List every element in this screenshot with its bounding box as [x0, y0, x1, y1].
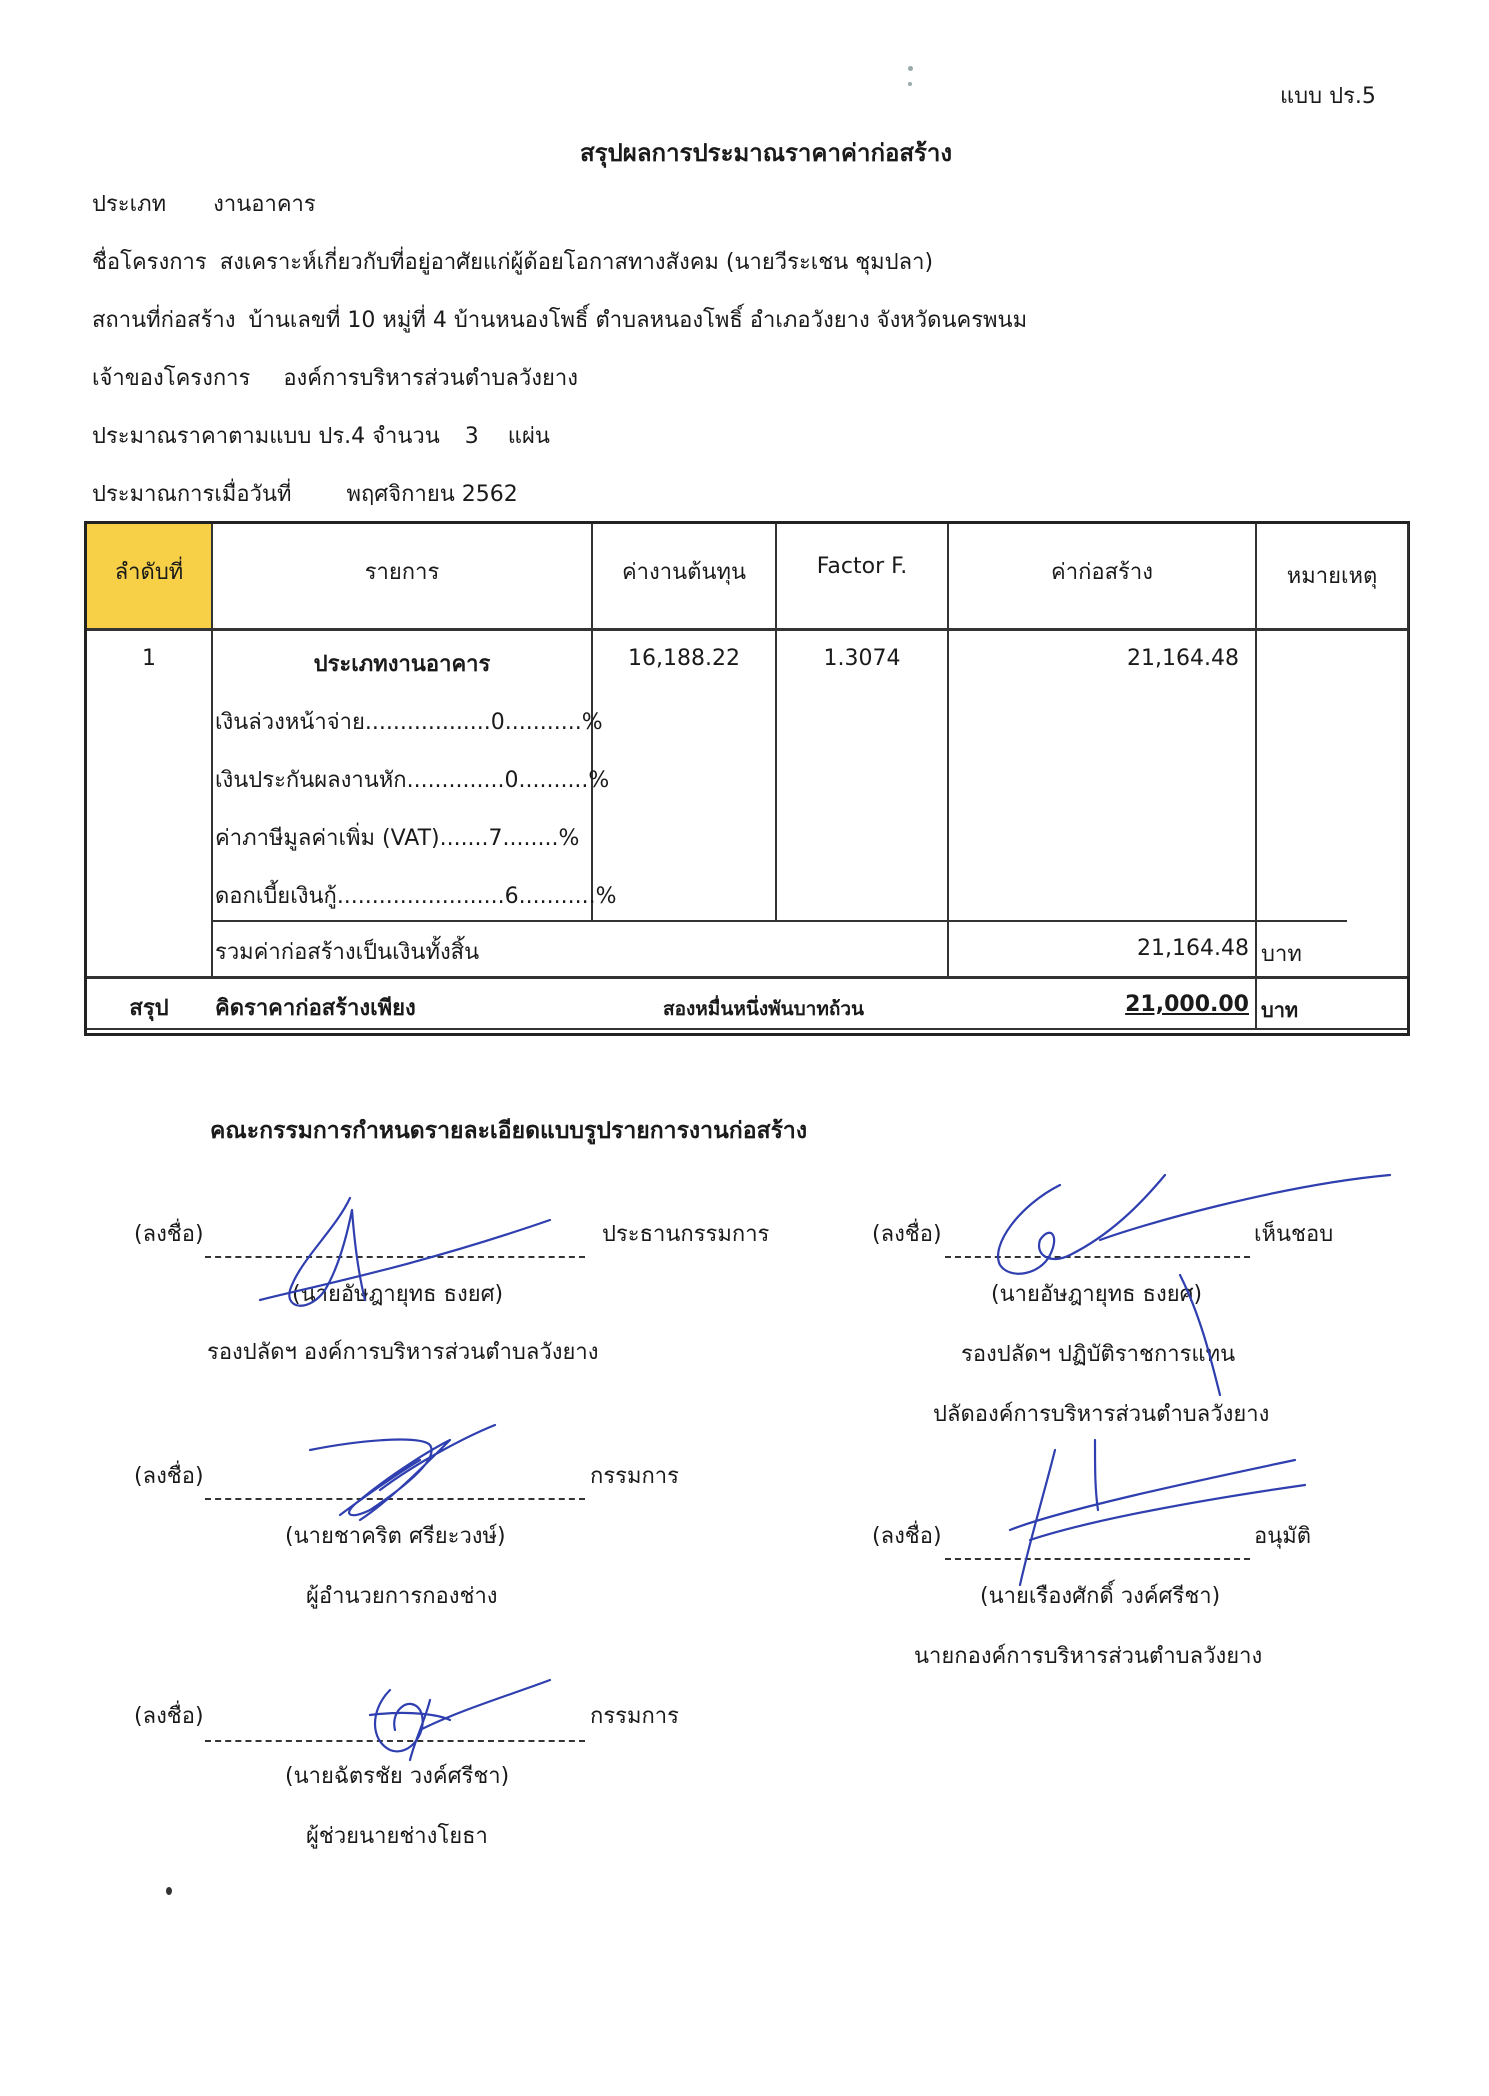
position-4-line-1: รองปลัดฯ ปฏิบัติราชการแทน — [961, 1342, 1236, 1367]
sign-label-3: (ลงชื่อ) — [134, 1704, 204, 1729]
owner-value: องค์การบริหารส่วนตำบลวังยาง — [283, 366, 578, 391]
row-cost: 16,188.22 — [628, 646, 740, 671]
name-1: (นายอัษฎายุทธ ธงยศ) — [292, 1282, 504, 1307]
estimate-row — [92, 418, 550, 453]
site-label: สถานที่ก่อสร้าง — [92, 308, 236, 333]
type-label: ประเภท — [92, 192, 167, 217]
project-row — [92, 244, 933, 279]
condition-vat: ค่าภาษีมูลค่าเพิ่ม (VAT).......7........% — [215, 826, 580, 851]
sign-label-2: (ลงชื่อ) — [134, 1464, 204, 1489]
estimate-unit: แผ่น — [507, 424, 550, 449]
header-construction: ค่าก่อสร้าง — [1051, 560, 1153, 585]
type-value: งานอาคาร — [213, 192, 316, 217]
signature-mark-4 — [980, 1165, 1400, 1395]
header-remark: หมายเหตุ — [1286, 564, 1378, 589]
row-no: 1 — [142, 646, 156, 671]
estimate-count: 3 — [464, 424, 479, 449]
scan-speck — [166, 1887, 172, 1895]
position-4-line-2: ปลัดองค์การบริหารส่วนตำบลวังยาง — [933, 1402, 1270, 1427]
header-cost: ค่างานต้นทุน — [621, 560, 747, 585]
name-4: (นายอัษฎายุทธ ธงยศ) — [991, 1282, 1203, 1307]
col-divider-3 — [775, 524, 777, 920]
summary-words: สองหมื่นหนึ่งพันบาทถ้วน — [663, 998, 865, 1020]
role-chairman: ประธานกรรมการ — [602, 1222, 770, 1247]
summary-unit: บาท — [1261, 998, 1299, 1022]
site-value: บ้านเลขที่ 10 หมู่ที่ 4 บ้านหนองโพธิ์ ตำบลหนองโพธิ์ อำเภอวังยาง จังหวัดนครพนม — [248, 308, 1028, 333]
sign-label-1: (ลงชื่อ) — [134, 1222, 204, 1247]
site-row — [92, 302, 1027, 337]
total-unit: บาท — [1261, 942, 1302, 967]
owner-row — [92, 360, 578, 395]
summary-value-text: 21,000.00 — [1125, 992, 1249, 1017]
position-5: นายกองค์การบริหารส่วนตำบลวังยาง — [914, 1644, 1263, 1669]
header-item: รายการ — [364, 560, 440, 585]
name-2: (นายชาคริต ศรียะวงษ์) — [285, 1524, 506, 1549]
condition-interest: ดอกเบี้ยเงินกู้........................6...........% — [215, 884, 617, 909]
date-label: ประมาณการเมื่อวันที่ — [92, 482, 292, 507]
total-divider — [211, 920, 1347, 922]
row-item: ประเภทงานอาคาร — [313, 652, 491, 677]
col-divider-5 — [1255, 524, 1257, 1030]
col-divider-1 — [211, 524, 213, 976]
bottom-double-line — [87, 1028, 1407, 1030]
row-construction: 21,164.48 — [1127, 646, 1239, 671]
name-3: (นายฉัตรชัย วงค์ศรีชา) — [285, 1764, 510, 1789]
signature-mark-3 — [350, 1670, 560, 1780]
project-value: สงเคราะห์เกี่ยวกับที่อยู่อาศัยแก่ผู้ด้อยโอกาสทางสังคม (นายวีระเชน ชุมปลา) — [219, 250, 934, 275]
role-approve-by: เห็นชอบ — [1254, 1222, 1334, 1247]
role-member-1: กรรมการ — [590, 1464, 679, 1489]
summary-text: คิดราคาก่อสร้างเพียง — [215, 996, 416, 1021]
sign-label-4: (ลงชื่อ) — [872, 1222, 942, 1247]
project-label: ชื่อโครงการ — [92, 250, 207, 275]
header-divider — [87, 628, 1407, 631]
date-row — [92, 476, 518, 511]
owner-label: เจ้าของโครงการ — [92, 366, 251, 391]
type-row — [92, 186, 316, 221]
scan-speck — [908, 82, 912, 86]
signature-mark-1 — [240, 1190, 560, 1330]
row-factor: 1.3074 — [823, 646, 901, 671]
condition-advance: เงินล่วงหน้าจ่าย..................0...........% — [215, 710, 603, 735]
estimate-label: ประมาณราคาตามแบบ ปร.4 จำนวน — [92, 424, 440, 449]
document-title: สรุปผลการประมาณราคาค่าก่อสร้าง — [580, 139, 953, 167]
condition-guarantee: เงินประกันผลงานหัก..............0..........% — [215, 768, 610, 793]
date-value: พฤศจิกายน 2562 — [346, 482, 518, 507]
committee-title: คณะกรรมการกำหนดรายละเอียดแบบรูปรายการงานก่อสร้าง — [210, 1118, 808, 1144]
role-approve: อนุมัติ — [1254, 1524, 1312, 1549]
col-divider-6 — [1407, 524, 1409, 976]
header-factor: Factor F. — [816, 554, 908, 579]
header-no: ลำดับที่ — [114, 560, 184, 585]
total-label: รวมค่าก่อสร้างเป็นเงินทั้งสิ้น — [215, 940, 480, 965]
summary-divider — [87, 976, 1407, 979]
position-1: รองปลัดฯ องค์การบริหารส่วนตำบลวังยาง — [207, 1340, 599, 1365]
form-code: แบบ ปร.5 — [1280, 84, 1376, 109]
position-2: ผู้อำนวยการกองช่าง — [306, 1584, 498, 1609]
sign-label-5: (ลงชื่อ) — [872, 1524, 942, 1549]
total-value: 21,164.48 — [1137, 936, 1249, 961]
summary-label: สรุป — [129, 996, 169, 1021]
scan-speck — [908, 66, 913, 71]
signature-mark-5 — [1000, 1440, 1320, 1590]
name-5: (นายเรืองศักดิ์ วงค์ศรีชา) — [980, 1584, 1221, 1609]
col-divider-4 — [947, 524, 949, 976]
summary-value — [949, 992, 1249, 1017]
position-3: ผู้ช่วยนายช่างโยธา — [306, 1824, 488, 1849]
role-member-2: กรรมการ — [590, 1704, 679, 1729]
signature-mark-2 — [300, 1420, 520, 1530]
estimate-table — [84, 521, 1410, 1036]
